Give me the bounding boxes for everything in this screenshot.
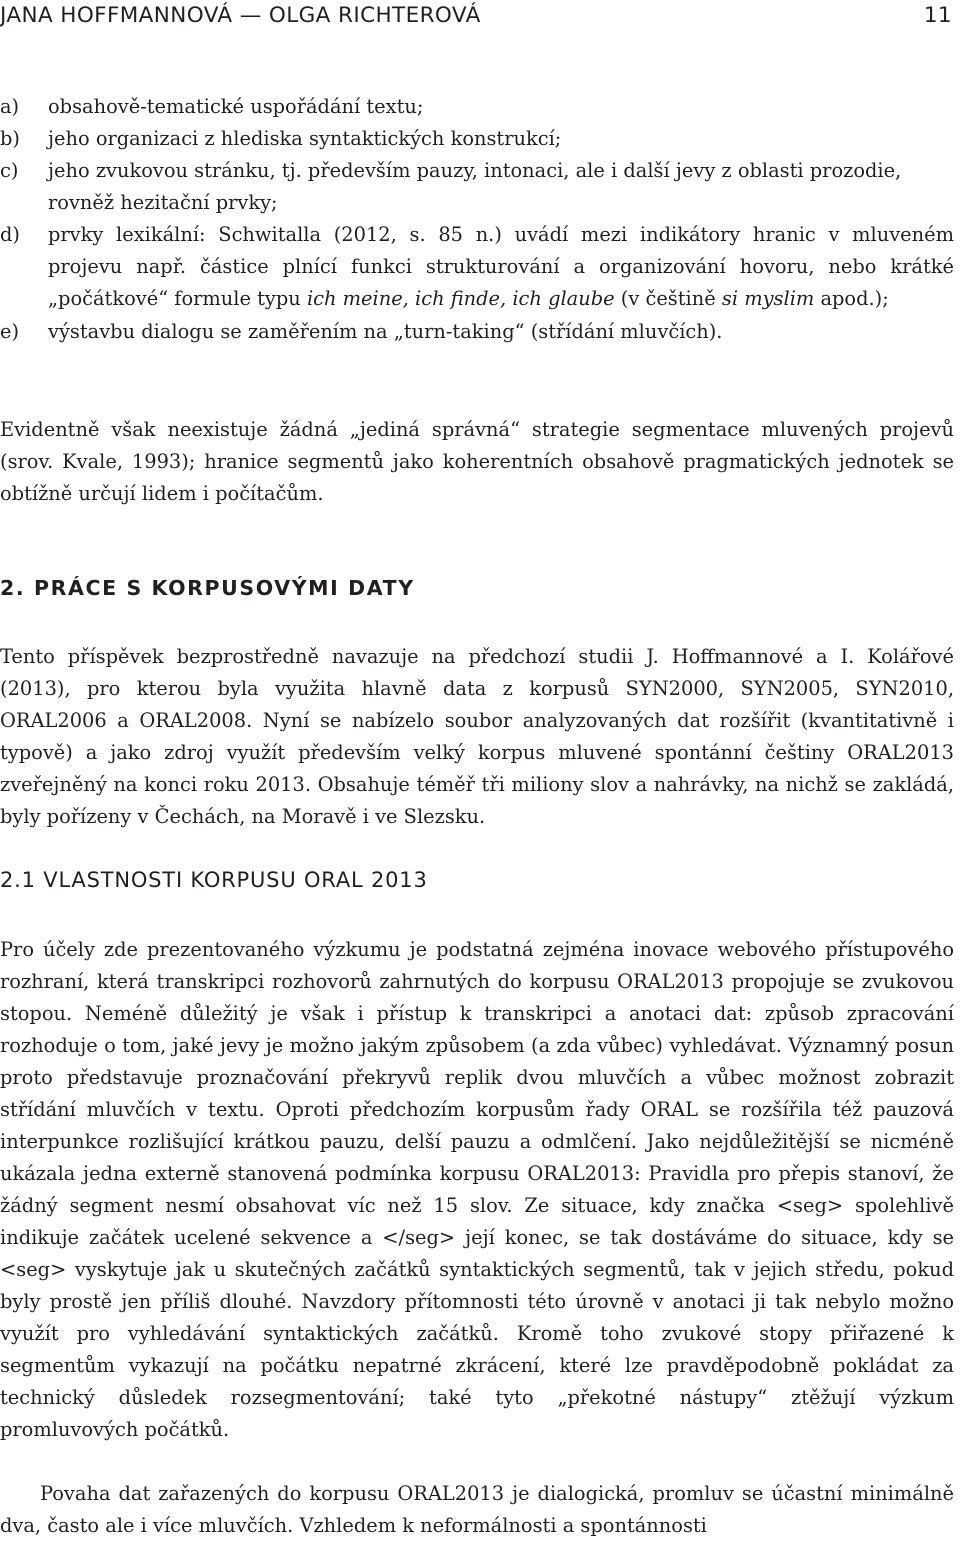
page-number: 11 [923, 3, 952, 28]
list-item-text: výstavbu dialogu se zaměřením na „turn-taking“ (střídání mluvčích). [48, 320, 723, 343]
list-item-text: (v češtině [614, 287, 722, 310]
list-item-text: obsahově-tematické uspořádání textu; [48, 95, 424, 118]
list-item [0, 219, 954, 315]
header-authors: JANA HOFFMANNOVÁ — OLGA RICHTEROVÁ [0, 3, 481, 28]
paragraph: Tento příspěvek bezprostředně navazuje na předchozí studii J. Hoffmannové a I. Kolářové (2013), pro kterou byla využita hlavně data z korpusů SYN2000, SYN2005, SYN2010, ORAL2006 a ORAL2008. Nyní se nabízelo soubor analyzovaných dat rozšířit (kvantitativně i typově) a jako zdroj využít především velký korpus mluvené spontánní češtiny ORAL2013 zveřejněný na konci roku 2013. Obsahuje téměř tři miliony slov a nahrávky, na nichž se zakládá, byly pořízeny v Čechách, na Moravě i ve Slezsku. [0, 645, 954, 828]
german-example: ich meine, ich finde, ich glaube [306, 287, 615, 310]
paragraph: Evidentně však neexistuje žádná „jediná správná“ strategie segmentace mluvených projevů (srov. Kvale, 1993); hranice segmentů jako koherentních obsahově pragmatických jednotek se obtížně určují lidem i počítačům. [0, 418, 954, 505]
list-item [0, 123, 954, 155]
list-item-text: prvky lexikální: Schwitalla (2012, s. 85 n.) uvádí mezi indikátory hranic v mluveném projevu např. částice plnící funkci strukturování a organizování hovoru, nebo krátké „počátkové“ formule typu [48, 223, 954, 310]
list-item [0, 91, 954, 123]
feature-list [0, 91, 960, 348]
list-marker: d) [0, 223, 20, 246]
list-item-text: jeho zvukovou stránku, tj. především pauzy, intonaci, ale i další jevy z oblasti prozodie, rovněž hezitační prvky; [48, 159, 902, 214]
subsection-heading: 2.1 VLASTNOSTI KORPUSU ORAL 2013 [0, 868, 428, 892]
list-marker: e) [0, 320, 20, 343]
paragraph: Povaha dat zařazených do korpusu ORAL2013 je dialogická, promluv se účastní minimálně dva, často ale i více mluvčích. Vzhledem k neformálnosti a spontánnosti [0, 1482, 954, 1537]
running-header [0, 3, 952, 31]
list-item [0, 316, 954, 348]
list-marker: a) [0, 95, 20, 118]
list-item-text: apod.); [814, 287, 889, 310]
paragraph: Pro účely zde prezentovaného výzkumu je podstatná zejména inovace webového přístupového rozhraní, která transkripci rozhovorů zahrnutých do korpusu ORAL2013 propojuje se zvukovou stopou. Neméně důležitý je však i přístup k transkripci a anotaci dat: způsob zpracování rozhoduje o tom, jaké jevy je možno jakým způsobem (a zda vůbec) vyhledávat. Významný posun proto představuje proznačování překryvů replik dvou mluvčích a vůbec možnost zobrazit střídání mluvčích v textu. Oproti předchozím korpusům řady ORAL se rozšířila též pauzová interpunkce rozlišující krátkou pauzu, delší pauzu a odmlčení. Jako nejdůležitější se nicméně ukázala jedna externě stanovená podmínka korpusu ORAL2013: Pravidla pro přepis stanoví, že žádný segment nesmí obsahovat víc než 15 slov. Ze situace, kdy značka <seg> spolehlivě indikuje začátek ucelené sekvence a </seg> její konec, se tak dostáváme do situace, kdy se <seg> vyskytuje jak u skutečných začátků syntaktických segmentů, tak v jejich středu, pokud byly prostě jen příliš dlouhé. Navzdory přítomnosti této úrovně v anotaci ji tak nebylo možno využít pro vyhledávání syntaktických začátků. Kromě toho zvukové stopy přiřazené k segmentům vykazují na počátku nepatrné zkrácení, které lze pravděpodobně pokládat za technický důsledek rozsegmentování; také tyto „překotné nástupy“ ztěžují výzkum promluvových počátků. [0, 938, 954, 1441]
list-item [0, 155, 954, 219]
section-heading: 2. PRÁCE S KORPUSOVÝMI DATY [0, 576, 415, 600]
list-marker: b) [0, 127, 20, 150]
list-marker: c) [0, 159, 19, 182]
list-item-text: jeho organizaci z hlediska syntaktických konstrukcí; [48, 127, 562, 150]
czech-example: si myslim [721, 287, 815, 310]
